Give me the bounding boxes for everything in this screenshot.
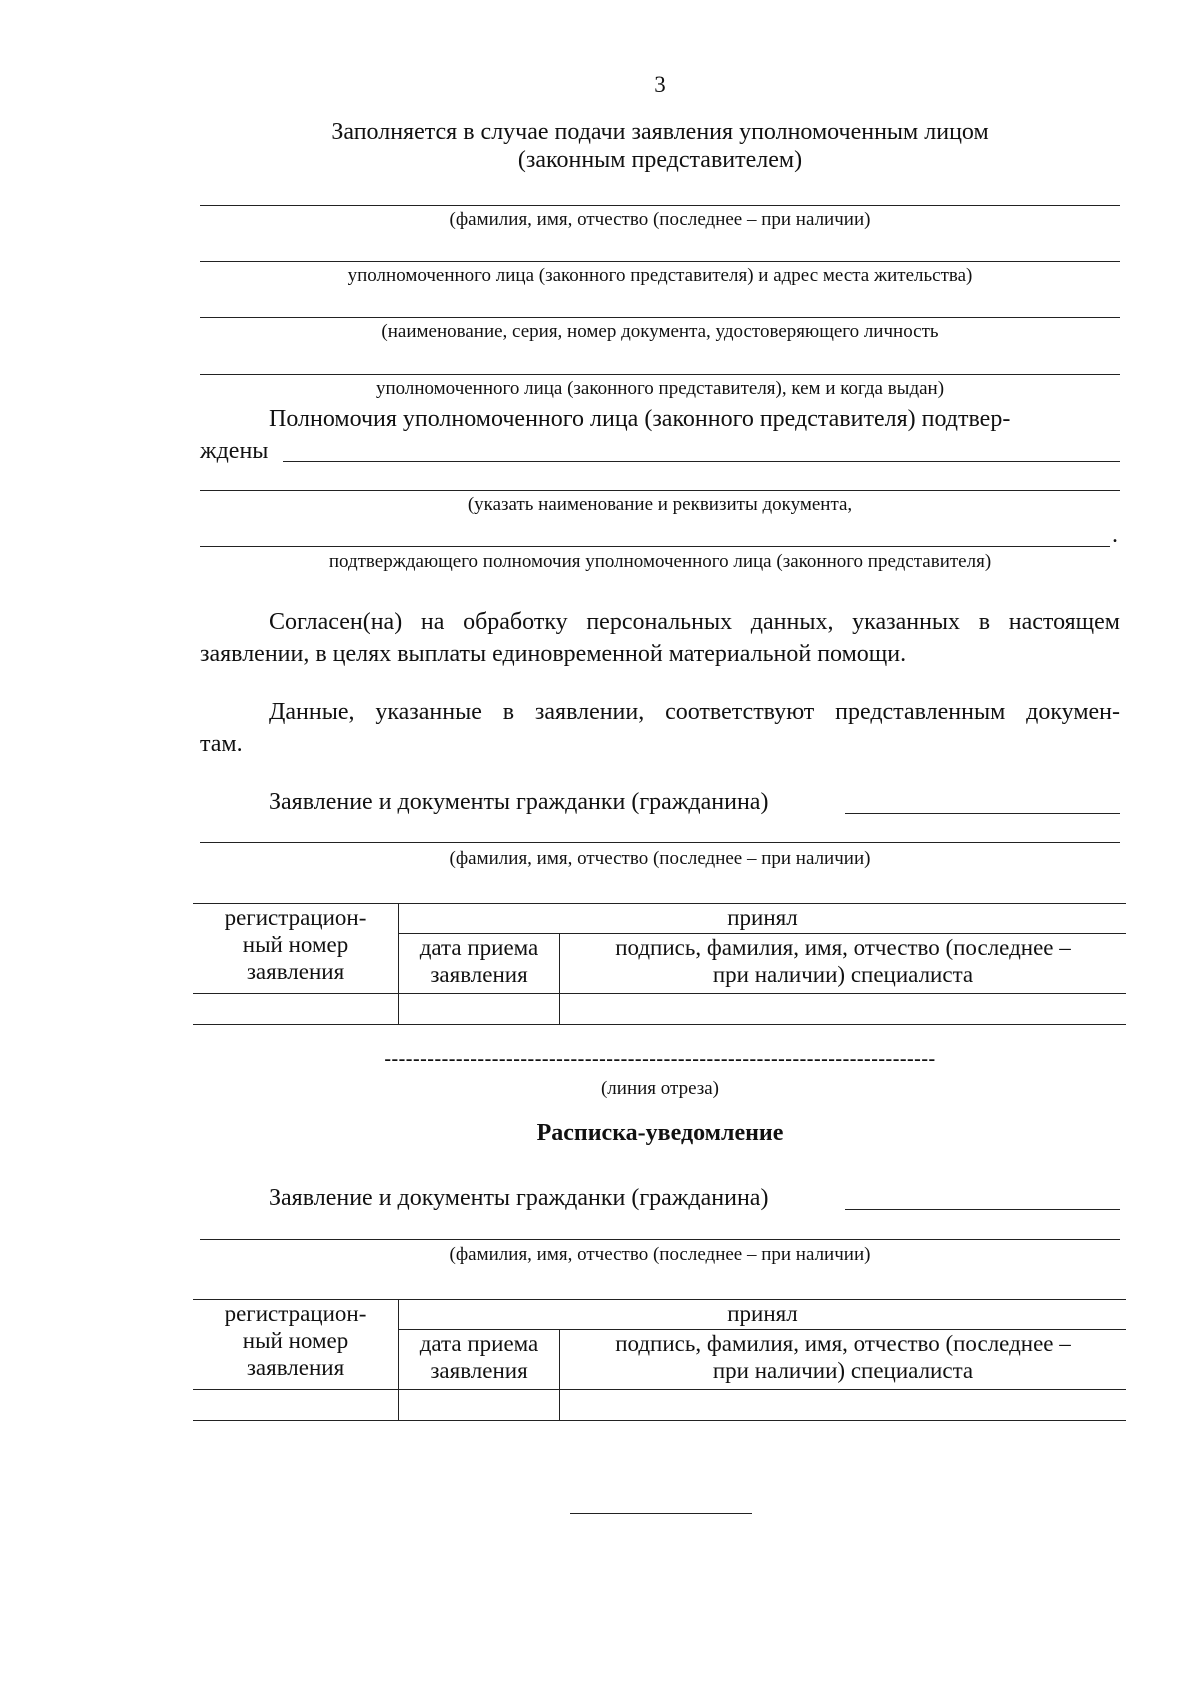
consent-line-1: Согласен(на) на обработку персональных данных, указанных в настоящем [269,609,1120,635]
date-cell[interactable] [399,994,560,1025]
date-header-l2: заявления [430,962,528,987]
reg-number-2-l3: заявления [246,1355,345,1380]
authority-input-line[interactable] [283,461,1120,462]
statement-label-1: Заявление и документы гражданки (гражданина) [269,789,769,815]
cut-line-caption: (линия отреза) [600,1078,720,1099]
sign-header [560,934,1127,994]
date-header-2-l1: дата приема [419,1331,539,1356]
statement-fio-line-2[interactable] [200,1239,1120,1240]
sign-header-l1: подпись, фамилия, имя, отчество (последнее – [615,935,1071,960]
representative-name-line[interactable] [200,205,1120,206]
consent-paragraph [200,606,1120,670]
data-match-line-2: там. [200,731,243,757]
data-match-line-1: Данные, указанные в заявлении, соответствуют представленным докумен- [269,699,1120,725]
reg-number-l2: ный номер [242,932,349,957]
data-match-paragraph [200,696,1120,760]
heading-line-1: Заполняется в случае подачи заявления уполномоченным лицом [331,119,989,145]
reg-number-cell[interactable] [193,994,399,1025]
heading-line-2: (законным представителем) [517,147,803,173]
reg-number-header [193,904,399,994]
receipt-title: Расписка-уведомление [536,1120,784,1146]
registration-table-2 [193,1299,1126,1421]
representative-caption-4: уполномоченного лица (законного представителя), кем и когда выдан) [375,378,945,399]
authority-end-mark: . [1112,522,1118,548]
statement-name-input-1[interactable] [845,813,1120,814]
accepted-header-2: принял [399,1300,1127,1330]
date-header-l1: дата приема [419,935,539,960]
sign-cell-2[interactable] [560,1390,1127,1421]
authority-document-line-2[interactable] [200,546,1110,547]
reg-number-2-l2: ный номер [242,1328,349,1353]
representative-address-line[interactable] [200,261,1120,262]
sign-header-l2: при наличии) специалиста [712,962,974,987]
sign-header-2-l2: при наличии) специалиста [712,1358,974,1383]
date-cell-2[interactable] [399,1390,560,1421]
page-number: 3 [654,72,666,97]
authority-caption-1: (указать наименование и реквизиты документа, [467,494,853,515]
end-separator-line [570,1513,752,1514]
heading [200,118,1120,174]
accepted-header: принял [399,904,1127,934]
representative-caption-1: (фамилия, имя, отчество (последнее – при наличии) [449,209,871,230]
reg-number-cell-2[interactable] [193,1390,399,1421]
statement-name-input-2[interactable] [845,1209,1120,1210]
reg-number-header-2 [193,1300,399,1390]
reg-number-l1: регистрацион- [224,905,367,930]
statement-fio-line-1[interactable] [200,842,1120,843]
reg-number-l3: заявления [246,959,345,984]
date-header-2-l2: заявления [430,1358,528,1383]
authority-document-line[interactable] [200,490,1120,491]
representative-caption-2: уполномоченного лица (законного представителя) и адрес места жительства) [347,265,973,286]
authority-line-1: Полномочия уполномоченного лица (законного представителя) подтвер- [269,406,1011,432]
consent-line-2: заявлении, в целях выплаты единовременной материальной помощи. [200,641,907,667]
representative-document-line[interactable] [200,317,1120,318]
representative-caption-3: (наименование, серия, номер документа, удостоверяющего личность [381,321,939,342]
reg-number-2-l1: регистрацион- [224,1301,367,1326]
fio-caption-1: (фамилия, имя, отчество (последнее – при наличии) [449,848,871,869]
sign-header-2-l1: подпись, фамилия, имя, отчество (последнее – [615,1331,1071,1356]
sign-header-2 [560,1330,1127,1390]
registration-table-1 [193,903,1126,1025]
fio-caption-2: (фамилия, имя, отчество (последнее – при наличии) [449,1244,871,1265]
cut-line: ----------------------------------------------------------------------------- [384,1048,936,1070]
statement-label-2: Заявление и документы гражданки (гражданина) [269,1185,769,1211]
representative-issued-line[interactable] [200,374,1120,375]
authority-caption-2: подтверждающего полномочия уполномоченного лица (законного представителя) [328,551,992,572]
authority-line-2: ждены [200,438,269,464]
sign-cell[interactable] [560,994,1127,1025]
date-header-2 [399,1330,560,1390]
date-header [399,934,560,994]
